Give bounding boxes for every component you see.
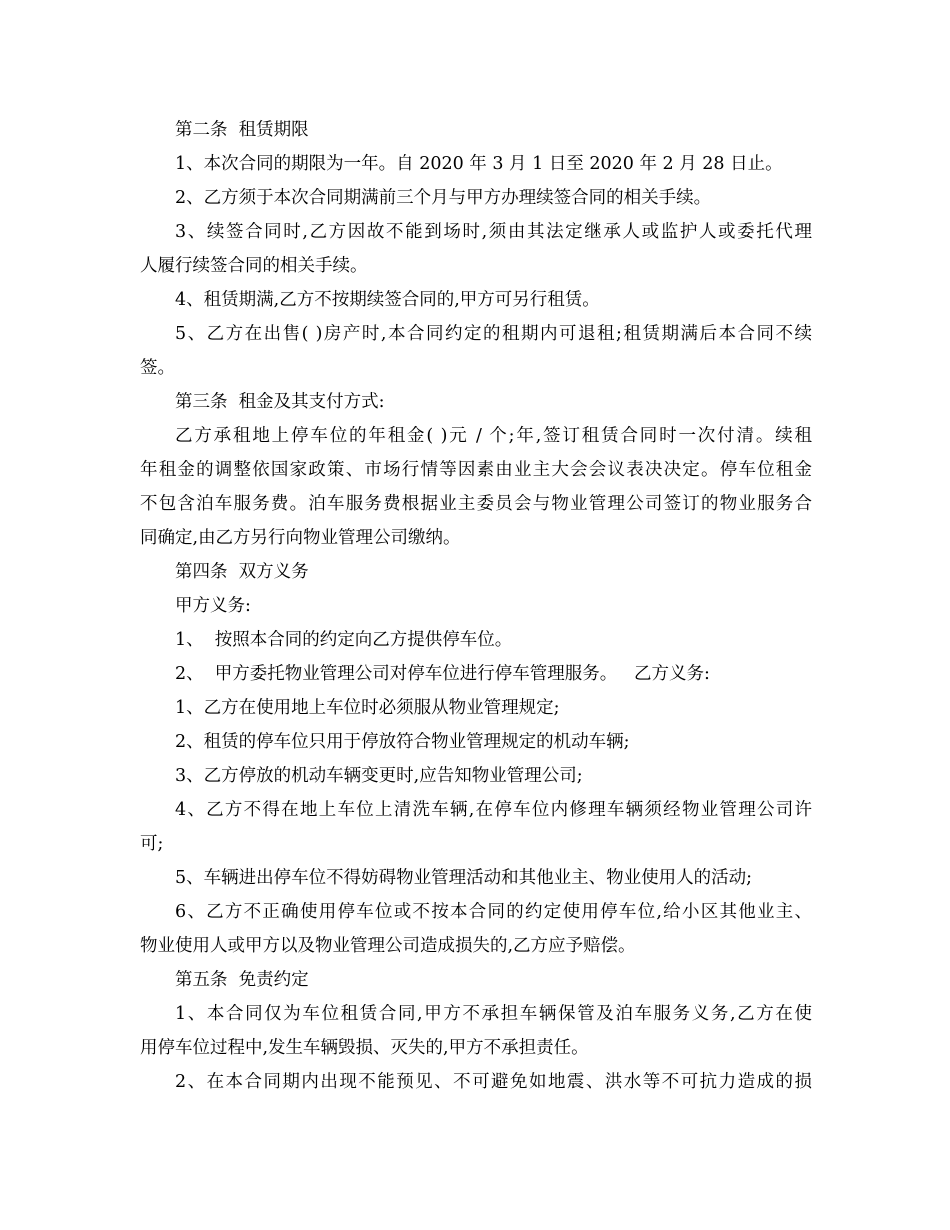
document-line: 不包含泊车服务费。泊车服务费根据业主委员会与物业管理公司签订的物业服务合 bbox=[140, 494, 812, 514]
document-line: 6、乙方不正确使用停车位或不按本合同的约定使用停车位,给小区其他业主、 bbox=[175, 902, 812, 922]
document-line: 4、租赁期满,乙方不按期续签合同的,甲方可另行租赁。 bbox=[175, 290, 600, 310]
document-line: 第五条 免责约定 bbox=[175, 970, 309, 990]
document-line: 1、乙方在使用地上车位时必须服从物业管理规定; bbox=[175, 698, 560, 718]
document-line: 2、 甲方委托物业管理公司对停车位进行停车管理服务。 乙方义务: bbox=[175, 664, 710, 684]
document-line: 同确定,由乙方另行向物业管理公司缴纳。 bbox=[140, 528, 461, 548]
document-line: 1、本次合同的期限为一年。自 2020 年 3 月 1 日至 2020 年 2 月 28 日止。 bbox=[175, 154, 783, 174]
document-line: 乙方承租地上停车位的年租金( )元 / 个;年,签订租赁合同时一次付清。续租 bbox=[175, 426, 812, 446]
document-line: 4、乙方不得在地上车位上清洗车辆,在停车位内修理车辆须经物业管理公司许 bbox=[175, 800, 812, 820]
document-line: 可; bbox=[140, 834, 164, 854]
document-line: 第二条 租赁期限 bbox=[175, 120, 309, 140]
document-line: 物业使用人或甲方以及物业管理公司造成损失的,乙方应予赔偿。 bbox=[140, 936, 636, 956]
document-line: 第三条 租金及其支付方式: bbox=[175, 392, 385, 412]
document-line: 3、续签合同时,乙方因故不能到场时,须由其法定继承人或监护人或委托代理 bbox=[175, 222, 812, 242]
document-line: 第四条 双方义务 bbox=[175, 562, 309, 582]
document-line: 5、车辆进出停车位不得妨碍物业管理活动和其他业主、物业使用人的活动; bbox=[175, 868, 753, 888]
document-line: 1、 按照本合同的约定向乙方提供停车位。 bbox=[175, 630, 513, 650]
document-line: 5、乙方在出售( )房产时,本合同约定的租期内可退租;租赁期满后本合同不续 bbox=[175, 324, 812, 344]
document-line: 2、在本合同期内出现不能预见、不可避免如地震、洪水等不可抗力造成的损 bbox=[175, 1072, 812, 1092]
document-line: 2、乙方须于本次合同期满前三个月与甲方办理续签合同的相关手续。 bbox=[175, 188, 712, 208]
document-line: 人履行续签合同的相关手续。 bbox=[140, 256, 368, 276]
document-line: 3、乙方停放的机动车辆变更时,应告知物业管理公司; bbox=[175, 766, 583, 786]
document-line: 年租金的调整依国家政策、市场行情等因素由业主大会会议表决决定。停车位租金 bbox=[140, 460, 812, 480]
document-body bbox=[140, 113, 812, 1099]
document-line: 2、租赁的停车位只用于停放符合物业管理规定的机动车辆; bbox=[175, 732, 630, 752]
document-line: 用停车位过程中,发生车辆毁损、灭失的,甲方不承担责任。 bbox=[140, 1038, 589, 1058]
document-line: 1、本合同仅为车位租赁合同,甲方不承担车辆保管及泊车服务义务,乙方在使 bbox=[175, 1004, 812, 1024]
document-line: 甲方义务: bbox=[175, 596, 251, 616]
document-line: 签。 bbox=[140, 358, 175, 378]
